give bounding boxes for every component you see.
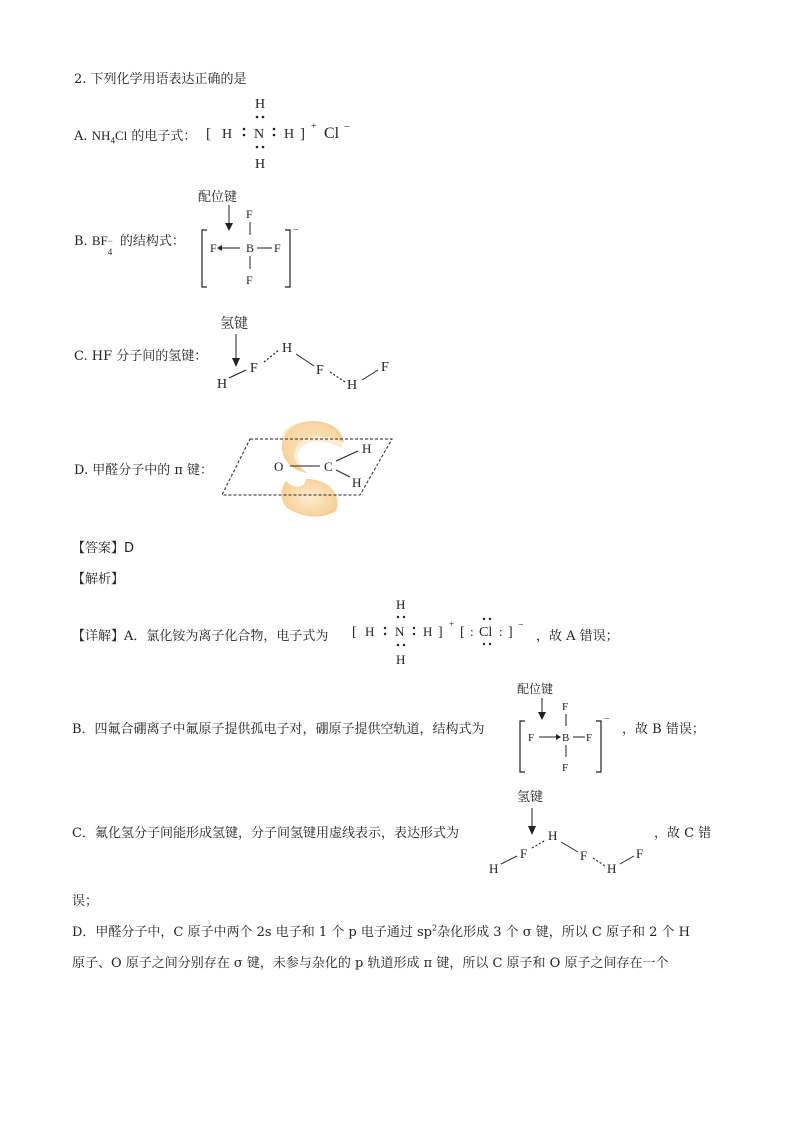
h-atom-1: H (217, 377, 228, 392)
arrow-down-icon (225, 223, 233, 231)
f-atom-bottom: F (246, 273, 253, 287)
answer-value: D (124, 541, 135, 556)
b-atom: B (246, 241, 255, 255)
charge: − (604, 714, 610, 725)
option-b-letter: B. (74, 234, 88, 249)
h-atom-bottom: H (396, 652, 406, 667)
option-c-letter: C. (74, 349, 88, 364)
question-number: 2. (74, 72, 87, 87)
option-d-pi-bond-diagram (220, 415, 395, 520)
h-atom-left: H (365, 624, 375, 639)
option-d-text: 甲醛分子中的 π 键： (92, 463, 214, 478)
option-c-line (74, 345, 207, 364)
f-atom-left: F (528, 732, 535, 744)
f-atom-3: F (381, 360, 389, 375)
option-a-line (74, 125, 196, 146)
option-a-electron-diagram (200, 92, 360, 172)
h-atom-3: H (607, 861, 617, 876)
analysis-c-hbond-diagram (484, 784, 654, 879)
analysis-d-line2: 原子、O 原子之间分别存在 σ 键，未参与杂化的 p 轨道形成 π 键，所以 C 原子和 O 原子之间存在一个 (72, 956, 669, 971)
option-c-hbond-diagram (212, 310, 402, 395)
colon-right: : (499, 624, 503, 639)
chlorine-atom: Cl (479, 625, 493, 640)
f-atom-3: F (636, 846, 644, 861)
c-atom: C (324, 459, 333, 474)
option-b-text: 的结构式： (119, 234, 185, 249)
h-atom-left: H (222, 127, 233, 142)
analysis-label: 【解析】 (72, 572, 125, 587)
f-atom-top: F (562, 701, 569, 713)
option-a-text: 的电子式： (131, 129, 197, 144)
bracket-left: [ (206, 126, 211, 142)
svg-text:]: ] (438, 625, 443, 640)
bracket-right: ] (300, 126, 305, 142)
charge: − (293, 225, 299, 236)
minus-charge: − (344, 121, 351, 133)
analysis-b-text: B．四氟合硼离子中氟原子提供孤电子对，硼原子提供空轨道，结构式为 (72, 722, 485, 737)
b-atom: B (562, 732, 570, 744)
option-b-formula: BF − 4 (91, 233, 113, 257)
bracket-right (285, 230, 290, 287)
option-b-structure-diagram (195, 185, 305, 290)
option-a-letter: A. (74, 129, 88, 144)
n-atom: N (395, 624, 405, 639)
arrow-down-icon (232, 358, 240, 367)
minus-charge: − (518, 620, 524, 631)
f-atom-top: F (246, 207, 253, 221)
chloride-ion: Cl (324, 125, 340, 142)
svg-text:[: [ (352, 625, 357, 640)
option-d-letter: D. (74, 463, 89, 478)
analysis-c-text: C．氟化氢分子间能形成氢键，分子间氢键用虚线表示，表达形式为 (72, 826, 459, 841)
h-atom-1: H (489, 861, 499, 876)
plus-charge: + (449, 619, 455, 629)
arrow-left-icon (217, 245, 222, 251)
option-c-text: HF 分子间的氢键： (91, 349, 208, 364)
h-atom-right: H (284, 127, 295, 142)
h-atom-upper: H (362, 441, 372, 456)
h-atom-2: H (548, 828, 558, 843)
option-a-formula: $NH_4Cl$ (91, 128, 128, 146)
h-atom-top: H (396, 597, 406, 612)
h-atom-bottom: H (255, 157, 266, 172)
h-atom-top: H (255, 97, 266, 112)
f-atom-right: F (274, 241, 281, 255)
analysis-a-electron-diagram (346, 594, 536, 669)
bracket-right (596, 721, 601, 772)
coordinate-bond-label: 配位键 (517, 682, 554, 696)
f-atom-1: F (250, 361, 258, 376)
f-atom-right: F (586, 732, 593, 744)
f-atom-1: F (520, 846, 528, 861)
svg-text:[: [ (460, 625, 465, 640)
h-atom-2: H (282, 341, 293, 356)
plus-charge: + (311, 121, 317, 132)
question-stem (74, 68, 247, 87)
colon-left: : (470, 624, 474, 639)
arrow-down-icon (538, 712, 546, 720)
coordinate-bond-label: 配位键 (198, 189, 238, 204)
question-text: 下列化学用语表达正确的是 (90, 72, 247, 87)
hbond-label: 氢键 (220, 317, 248, 332)
pi-orbital-bottom (282, 479, 338, 517)
analysis-b-suffix: ，故 B 错误； (622, 722, 705, 737)
h-atom-3: H (347, 378, 358, 393)
n-atom: N (254, 127, 265, 142)
analysis-a-prefix: 【详解】A．氯化铵为离子化合物，电子式为 (72, 629, 329, 644)
analysis-b-structure-diagram (512, 678, 622, 778)
bracket-left (520, 721, 525, 772)
option-b-line (74, 230, 185, 257)
hbond-label: 氢键 (517, 789, 544, 804)
analysis-c-suffix: ，故 C 错 (654, 826, 712, 841)
arrow-right-icon (556, 734, 561, 740)
f-atom-left: F (210, 241, 217, 255)
svg-text:]: ] (508, 625, 513, 640)
answer-line (72, 537, 134, 556)
analysis-a-suffix: ，故 A 错误； (536, 629, 619, 644)
bracket-left (202, 230, 207, 287)
o-atom: O (274, 459, 284, 474)
analysis-c-suffix2: 误； (72, 894, 99, 909)
answer-label: 【答案】 (72, 541, 125, 556)
arrow-down-icon (528, 826, 536, 835)
h-atom-right: H (423, 624, 433, 639)
h-atom-lower: H (352, 475, 362, 490)
f-atom-2: F (580, 848, 588, 863)
f-atom-bottom: F (562, 762, 569, 774)
analysis-d-line1: D．甲醛分子中，C 原子中两个 2s 电子和 1 个 p 电子通过 $sp^2$杂化形成 3 个 σ 键，所以 C 原子和 2 个 H (72, 923, 690, 940)
option-d-line (74, 459, 213, 478)
f-atom-2: F (316, 363, 324, 378)
